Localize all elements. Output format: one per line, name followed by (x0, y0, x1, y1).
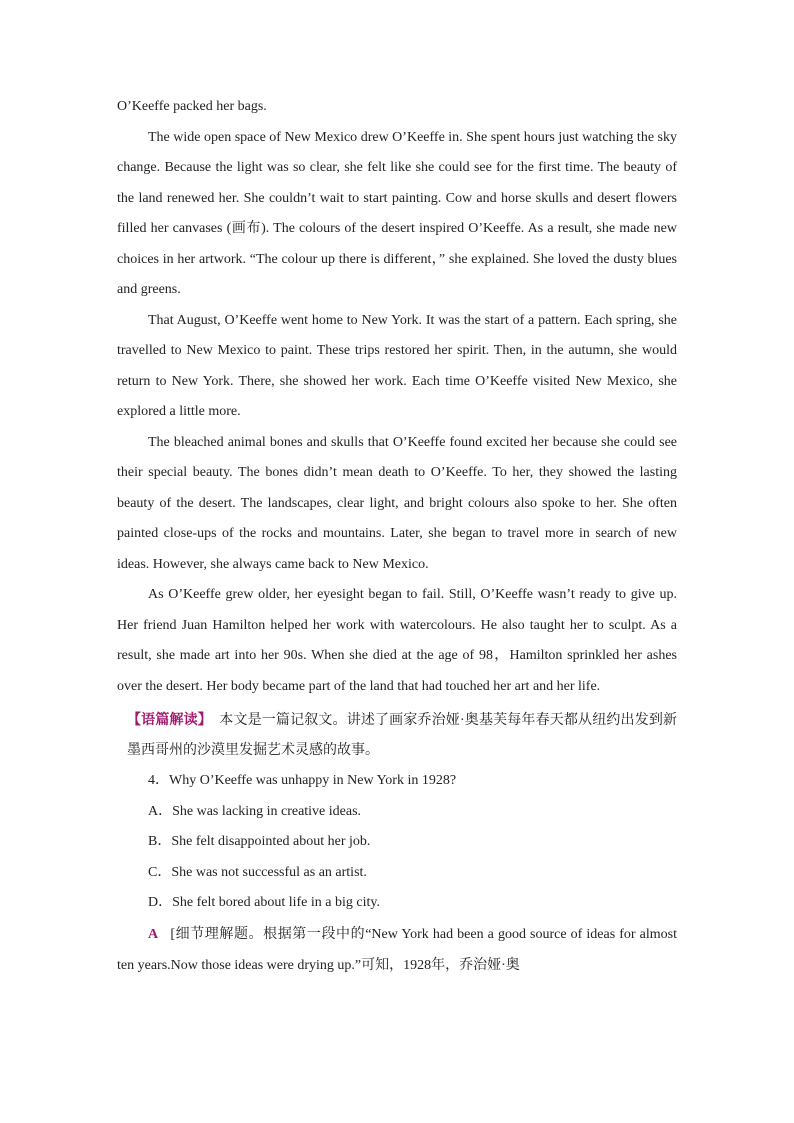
option-b: B．She felt disappointed about her job. (148, 834, 371, 849)
option-d: D．She felt bored about life in a big city. (148, 895, 380, 910)
passage-paragraph-2: That August, O’Keeffe went home to New York. It was the start of a pattern. Each spring, she travelled to New Mexico to paint. These trips restored her spirit. Then, in the autumn, she would return to New York. There, she showed her work. Each time O’Keeffe visited New Mexico, she explored a little more. (117, 312, 677, 419)
passage-paragraph-1: The wide open space of New Mexico drew O’Keeffe in. She spent hours just watching the sky change. Because the light was so clear, she felt like she could see for the first time. The beauty of the land renewed her. She couldn’t wait to start painting. Cow and horse skulls and desert flowers filled her canvases (画布). The colours of the desert inspired O’Keeffe. As a result, she made new choices in her artwork. “The colour up there is different，” she explained. She loved the dusty blues and greens. (117, 129, 677, 297)
option-a: A．She was lacking in creative ideas. (148, 803, 362, 819)
answer-explanation (117, 919, 677, 981)
analysis-tag: 【语篇解读】 (127, 713, 212, 728)
passage-paragraph-4: As O’Keeffe grew older, her eyesight began to fail. Still, O’Keeffe wasn’t ready to give up. Her friend Juan Hamilton helped her work with watercolours. He also taught her to sculpt. As a result, she made art into her 90s. When she died at the age of 98，Hamilton sprinkled her ashes over the desert. Her body became part of the land that had touched her art and her life. (117, 587, 677, 694)
text-analysis (117, 706, 677, 766)
answer-text: [细节理解题。根据第一段中的“New York had been a good source of ideas for almost ten years.Now those ideas were drying up.”可知，1928年，乔治娅·奥 (117, 926, 677, 973)
question-stem: 4．Why O’Keeffe was unhappy in New York in 1928? (148, 773, 457, 788)
question-block (117, 766, 677, 919)
passage-paragraph-3: The bleached animal bones and skulls that O’Keeffe found excited her because she could see their special beauty. The bones didn’t mean death to O’Keeffe. To her, they showed the lasting beauty of the desert. The landscapes, clear light, and bright colours also spoke to her. She often painted close-ups of the rocks and mountains. Later, she began to travel more in search of new ideas. However, she always came back to New Mexico. (117, 434, 677, 572)
passage-paragraph-0: O’Keeffe packed her bags. (117, 99, 267, 114)
answer-letter: A (148, 926, 159, 942)
document-page (117, 92, 677, 981)
passage (117, 92, 677, 702)
option-c: C．She was not successful as an artist. (148, 864, 367, 880)
analysis-text: 本文是一篇记叙文。讲述了画家乔治娅·奥基芙每年春天都从纽约出发到新墨西哥州的沙漠里发掘艺术灵感的故事。 (127, 713, 678, 758)
